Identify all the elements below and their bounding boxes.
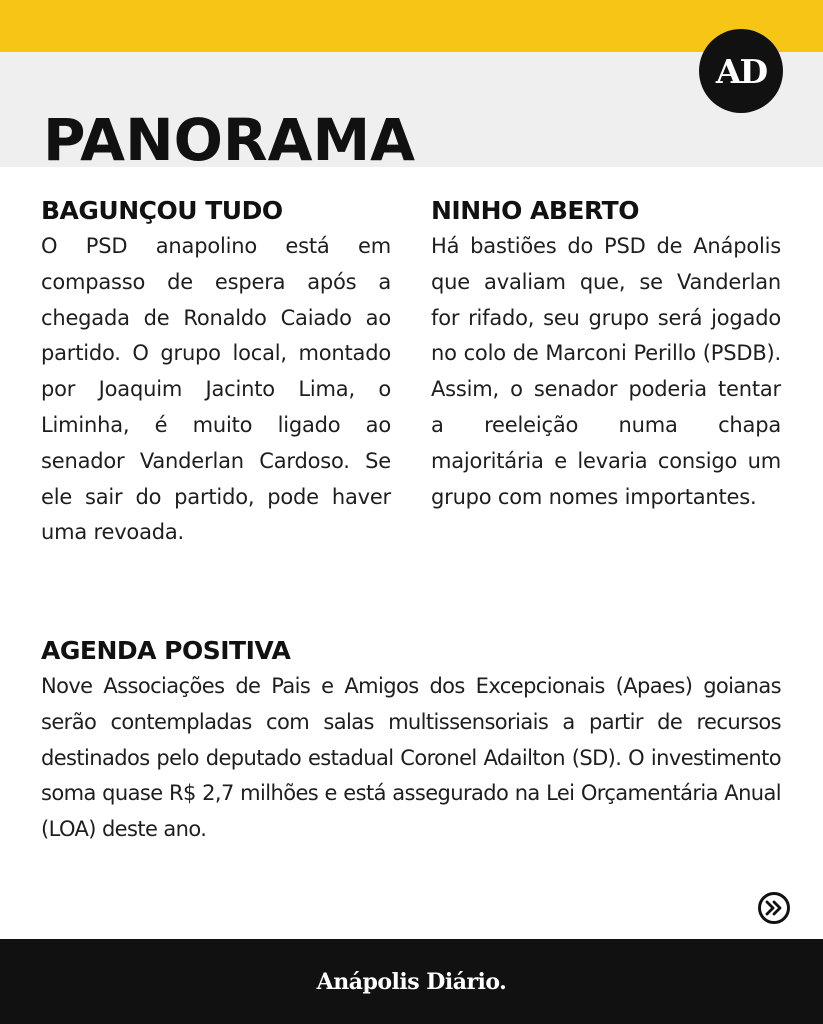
- top-accent-bar: [0, 0, 823, 52]
- double-chevron-right-icon: [765, 900, 783, 916]
- brand-logo-badge: [699, 29, 783, 113]
- next-page-button[interactable]: [758, 892, 790, 924]
- section-body: O PSD anapolino está em compasso de espera após a chegada de Ronaldo Caiado ao partido. O grupo local, montado por Joaquim Jacinto Lima, o Liminha, é muito ligado ao senador Vanderlan Cardoso. Se ele sair do partido, pode haver uma revoada.: [41, 234, 391, 545]
- section-body: Nove Associações de Pais e Amigos dos Excepcionais (Apaes) goianas serão contempladas com salas multissensoriais a partir de recursos destinados pelo deputado estadual Coronel Adailton (SD). O investimento soma quase R$ 2,7 milhões e está assegurado na Lei Orçamentária Anual (LOA) deste ano.: [41, 674, 781, 842]
- article-section-ninho-aberto: [431, 196, 781, 515]
- section-heading: BAGUNÇOU TUDO: [41, 196, 283, 225]
- page-title: PANORAMA: [43, 106, 416, 174]
- footer-brand-name: Anápolis Diário.: [316, 968, 507, 995]
- section-heading: NINHO ABERTO: [431, 196, 639, 225]
- footer-bar: [0, 939, 823, 1024]
- brand-logo-text: AD: [715, 51, 767, 91]
- section-body: Há bastiões do PSD de Anápolis que avaliam que, se Vanderlan for rifado, seu grupo será jogado no colo de Marconi Perillo (PSDB). Assim, o senador poderia tentar a reeleição numa chapa majoritária e levaria consigo um grupo com nomes importantes.: [431, 234, 781, 509]
- article-section-agenda-positiva: [41, 636, 781, 848]
- article-section-baguncou-tudo: [41, 196, 391, 551]
- section-heading: AGENDA POSITIVA: [41, 636, 291, 665]
